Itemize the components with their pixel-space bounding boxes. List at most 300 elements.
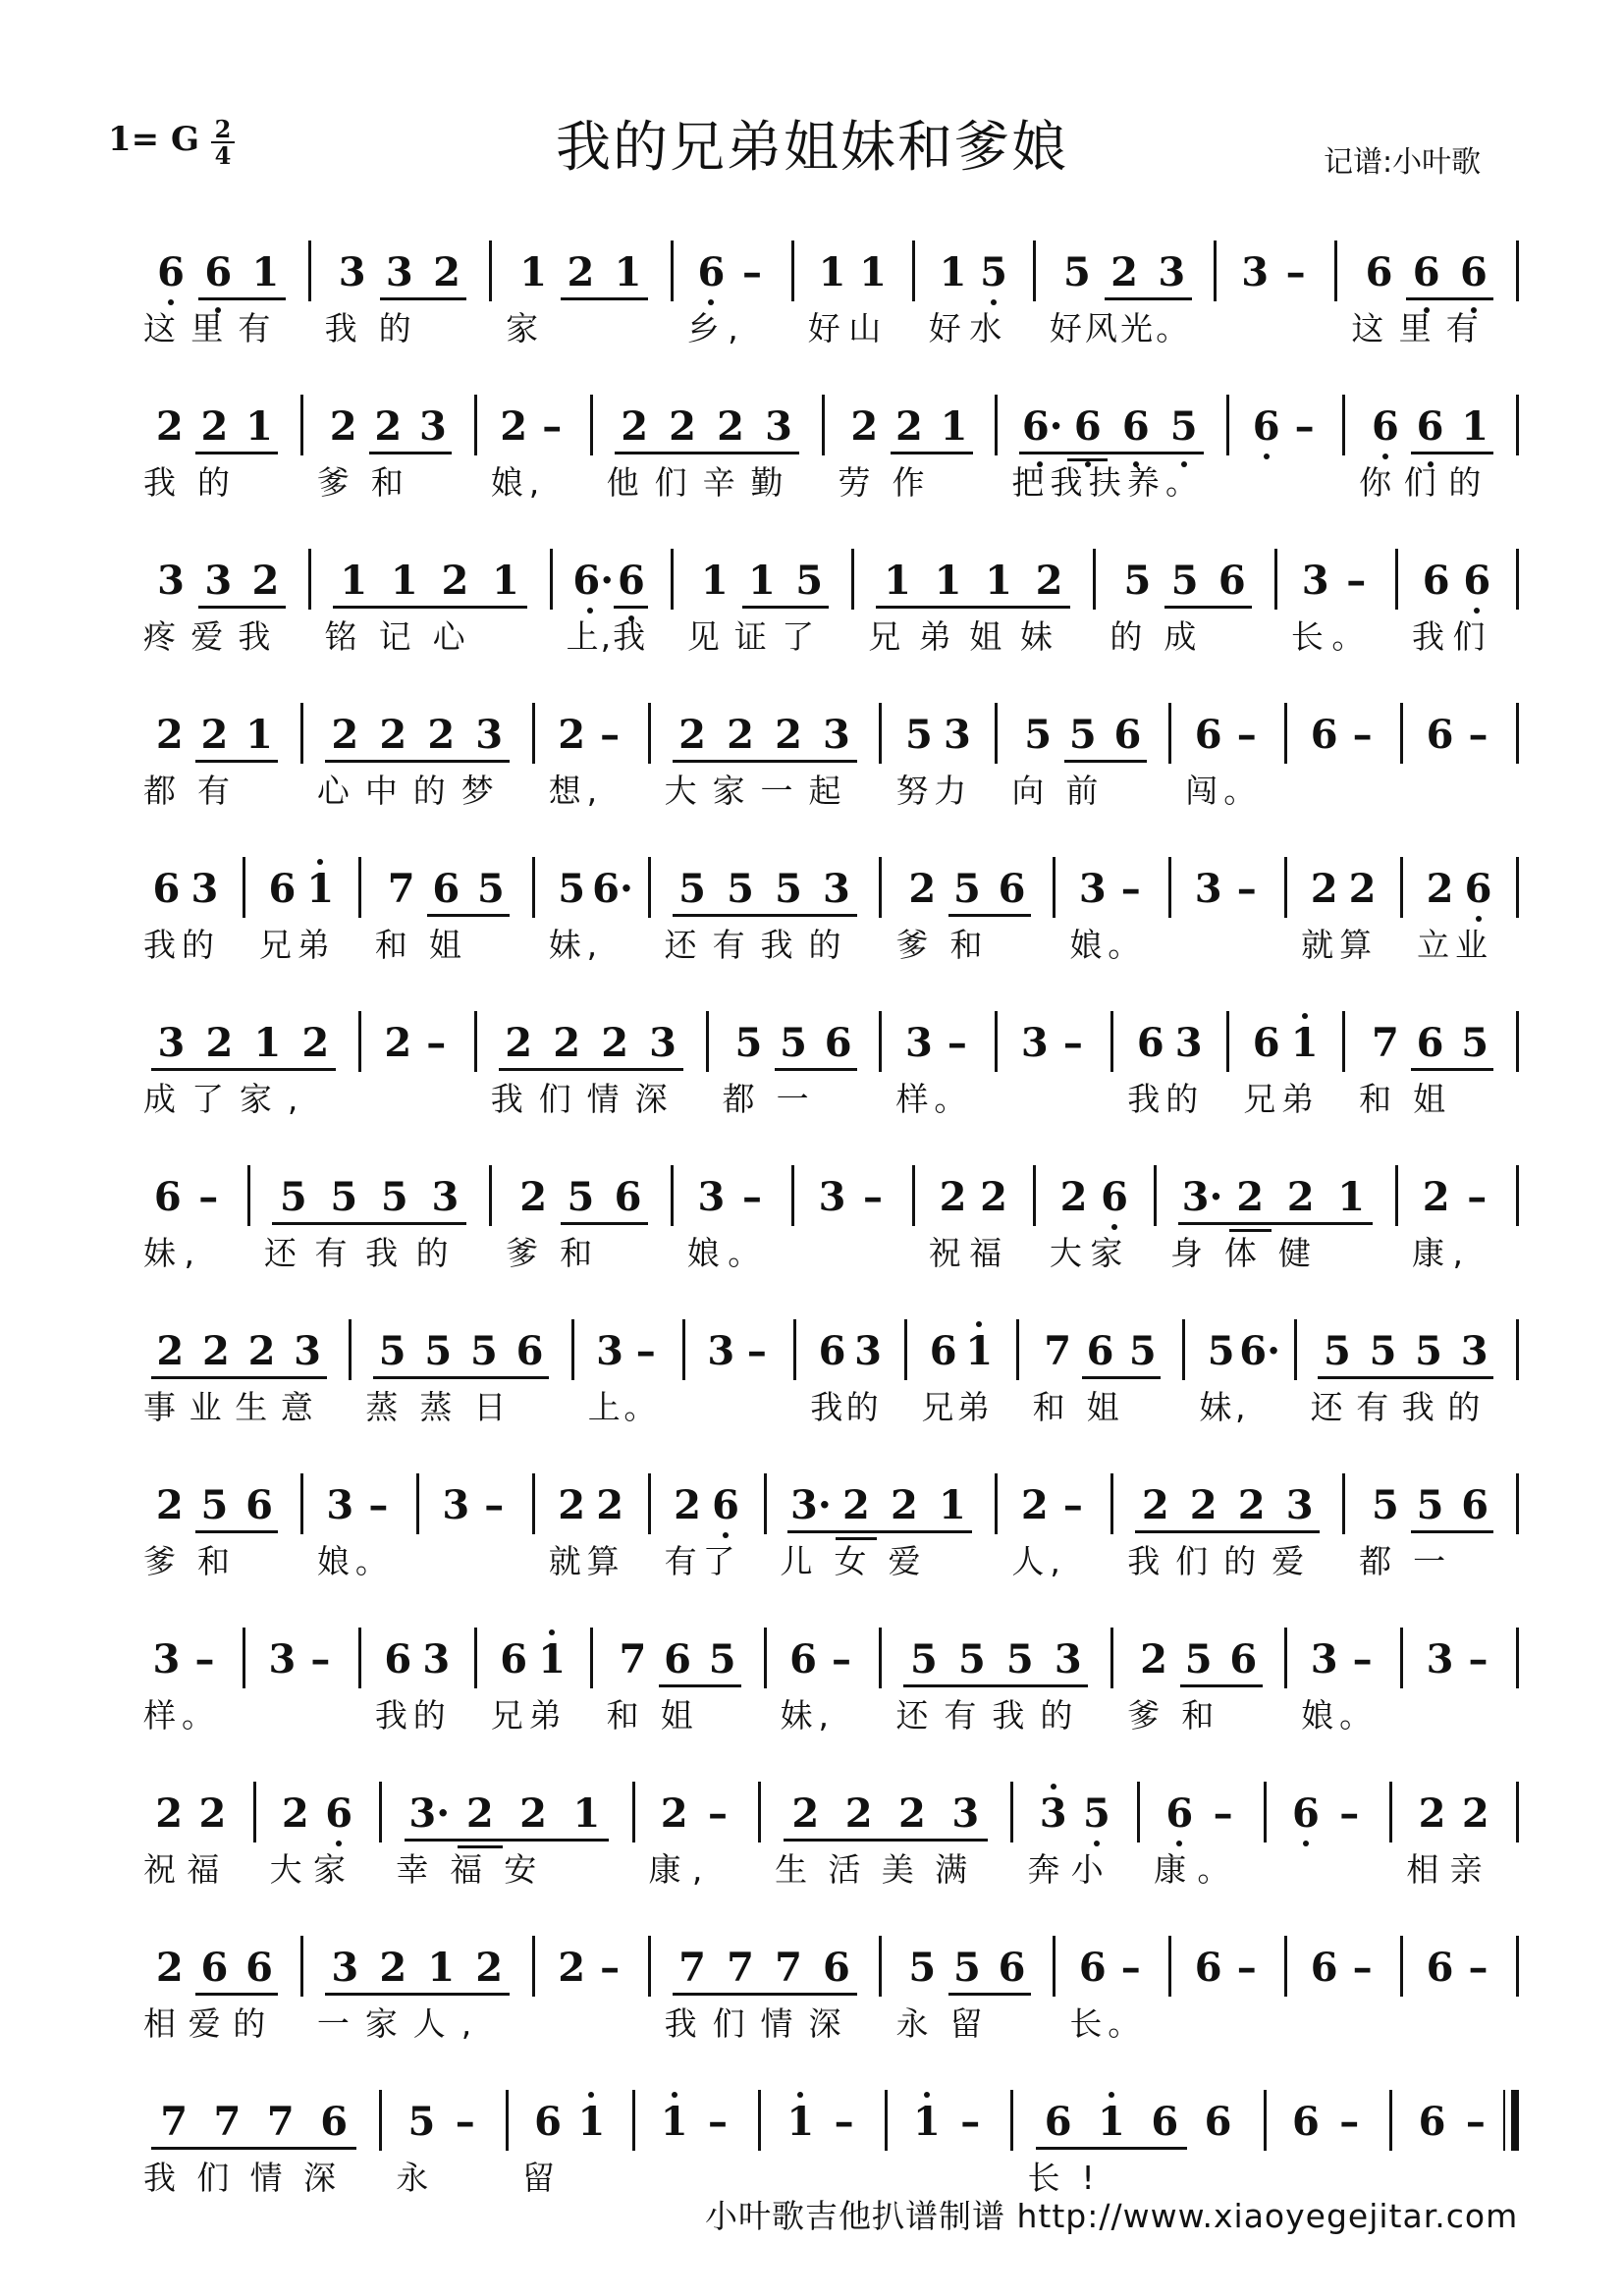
barline [1226, 1011, 1229, 1072]
note: 2 [198, 1790, 227, 1837]
note: 3 [823, 712, 850, 758]
lyric-text: 永 [396, 2159, 451, 2197]
barline [1395, 549, 1398, 610]
barline [1516, 549, 1519, 610]
barline [791, 240, 794, 301]
note: 1 [940, 403, 968, 450]
eighth-beam [369, 452, 452, 454]
note: 2 [1236, 1174, 1265, 1220]
lyric-text: 样。 [895, 1080, 973, 1118]
note: 2 [727, 712, 754, 758]
note: 6 [1422, 558, 1450, 604]
eighth-beam [195, 452, 278, 454]
eighth-beam [561, 1222, 648, 1225]
barline [1389, 2090, 1392, 2151]
song-title: 我的兄弟姐妹和爹娘 [556, 116, 1068, 180]
note: 3 [294, 1328, 322, 1374]
note: 3 [1078, 866, 1107, 912]
note: 7 [678, 1945, 707, 1991]
note: 5 [908, 1945, 937, 1991]
note: 2 [155, 712, 184, 758]
note: 2 [717, 403, 744, 450]
lyric-text: 有了 [664, 1542, 741, 1580]
note: 6 [325, 1790, 353, 1837]
barline [474, 1011, 477, 1072]
note: 3 [204, 558, 233, 604]
eighth-beam [151, 2147, 356, 2150]
notes-row [0, 1916, 1624, 1995]
eighth-beam [891, 452, 973, 454]
lyrics-row [0, 1382, 1624, 1426]
note: 6 [1113, 712, 1142, 758]
high-octave-dot [549, 1629, 555, 1635]
note: 5 [1068, 712, 1097, 758]
final-barline [1511, 2090, 1519, 2151]
dash-note: – [1468, 712, 1489, 758]
dash-note: – [708, 2099, 729, 2145]
note: 2 [558, 712, 586, 758]
high-octave-dot [317, 859, 323, 865]
note: 2 [1110, 249, 1139, 295]
note: 3 [157, 1020, 186, 1066]
note: 5 [775, 866, 802, 912]
note: 5 [1461, 1020, 1489, 1066]
note: 2 [433, 249, 460, 295]
lyric-text: 我的 [810, 1388, 883, 1426]
lyric-text: 还有我的 [264, 1234, 467, 1272]
lyrics-row [0, 920, 1624, 964]
lyric-text: 妹, [548, 926, 604, 964]
dash-note: – [834, 2099, 854, 2145]
note: 3 [765, 403, 792, 450]
lyric-text: 样。 [143, 1696, 220, 1735]
note: 1 [1337, 1174, 1366, 1220]
barline [1400, 703, 1403, 764]
eighth-beam [333, 606, 527, 609]
lyric-text: 相亲 [1406, 1850, 1493, 1889]
eighth-beam [1019, 452, 1204, 454]
eighth-beam [151, 1376, 327, 1379]
dash-note: – [863, 1174, 884, 1220]
notes-row [0, 1300, 1624, 1378]
eighth-beam [499, 1068, 683, 1071]
note: 1 [938, 1482, 966, 1528]
barline [416, 1473, 419, 1534]
note: 6 [1086, 1328, 1114, 1374]
lyric-text: 还有我的 [895, 1696, 1089, 1735]
high-octave-dot [924, 2092, 930, 2098]
barline [1516, 703, 1519, 764]
lyric-text: 人, [1011, 1542, 1066, 1580]
note: 2 [1426, 866, 1454, 912]
lyric-text: 娘。 [686, 1234, 769, 1272]
note: 6 [664, 1636, 692, 1682]
barline [1274, 549, 1277, 610]
note: 3 [1285, 1482, 1314, 1528]
lyric-text: 康, [1411, 1234, 1472, 1272]
dash-note: – [1339, 1790, 1360, 1837]
barline [243, 857, 245, 918]
barline [300, 1473, 303, 1534]
note: 5 [200, 1482, 229, 1528]
note: 2 [155, 403, 184, 450]
note: 3 [1020, 1020, 1049, 1066]
note: 5 [1415, 1328, 1443, 1374]
dash-note: – [1120, 866, 1141, 912]
note: 6 [515, 1328, 544, 1374]
eighth-beam [614, 606, 648, 609]
barline [1154, 1165, 1157, 1226]
note: 6 [1372, 403, 1399, 450]
barline [995, 703, 998, 764]
note: 6 [1310, 1945, 1338, 1991]
barline [764, 1473, 767, 1534]
note: 1 [306, 866, 335, 912]
barline [590, 395, 593, 455]
barline [1516, 1319, 1519, 1380]
barline [879, 1011, 882, 1072]
barline [995, 1011, 998, 1072]
score-system [0, 837, 1624, 985]
barline [1516, 1782, 1519, 1842]
note: 6 [1136, 1020, 1164, 1066]
note: 2 [441, 558, 469, 604]
lyric-text: 就算 [1301, 926, 1379, 964]
time-signature-bottom: 4 [214, 141, 232, 170]
barline [632, 2090, 635, 2151]
barline [1516, 1473, 1519, 1534]
lyric-text: 闯。 [1185, 772, 1263, 810]
score-system [0, 683, 1624, 830]
note: 1 [538, 1636, 567, 1682]
lyric-text: 一家人, [316, 2004, 488, 2043]
barline [474, 1628, 477, 1688]
lyric-text: 你们的 [1359, 463, 1493, 502]
lyric-text: 爹和 [143, 1542, 251, 1580]
note: 7 [727, 1945, 754, 1991]
barline [1400, 857, 1403, 918]
note: 3 [823, 866, 850, 912]
note: 6· [1239, 1328, 1281, 1374]
note: 6 [320, 2099, 349, 2145]
note: 6 [1044, 2099, 1072, 2145]
barline [1395, 1165, 1398, 1226]
note: 2 [331, 712, 359, 758]
eighth-beam [1180, 1684, 1263, 1687]
note: 5 [1184, 1636, 1213, 1682]
barline [1110, 1011, 1113, 1072]
barline [791, 1165, 794, 1226]
note: 3· [408, 1790, 451, 1837]
notes-row [0, 837, 1624, 916]
note: 6 [152, 866, 181, 912]
note: 5 [1083, 1790, 1110, 1837]
final-barline-thin [1503, 2090, 1505, 2151]
dash-note: – [1465, 2099, 1486, 2145]
note: 3 [1174, 1020, 1203, 1066]
note: 2 [251, 558, 280, 604]
lyric-text: 兄弟 [258, 926, 336, 964]
barline [1284, 703, 1287, 764]
lyric-text: 上。 [587, 1388, 660, 1426]
note: 3 [422, 1636, 451, 1682]
note: 7 [160, 2099, 189, 2145]
note: 2 [1310, 866, 1338, 912]
footer-credit: 小叶歌吉他扒谱制谱 http://www.xiaoyegejitar.com [705, 2197, 1519, 2235]
notes-row [0, 1146, 1624, 1224]
eighth-beam [373, 1376, 549, 1379]
barline [1516, 240, 1519, 301]
lyric-text: 向前 [1011, 772, 1120, 810]
dash-note: – [741, 1174, 762, 1220]
note: 1 [491, 558, 519, 604]
note: 3 [1158, 249, 1186, 295]
score-system [0, 1454, 1624, 1601]
note: 5 [380, 1174, 408, 1220]
lyric-text: 心中的梦 [316, 772, 510, 810]
barline [571, 1319, 574, 1380]
barline [648, 857, 651, 918]
lyric-text: 我的 [374, 1696, 452, 1735]
high-octave-dot [1109, 2092, 1114, 2098]
barline [995, 395, 998, 455]
lyric-text: 康。 [1154, 1850, 1241, 1889]
high-octave-dot [1051, 1784, 1056, 1789]
lyrics-row [0, 457, 1624, 502]
lyric-text: 疼爱我 [143, 617, 286, 656]
eighth-beam [784, 1839, 989, 1842]
barline [1516, 1628, 1519, 1688]
note: 2 [1020, 1482, 1049, 1528]
note: 3 [1426, 1636, 1454, 1682]
barline [379, 1782, 382, 1842]
barline [879, 703, 882, 764]
lyrics-row [0, 1690, 1624, 1735]
note: 6 [818, 1328, 846, 1374]
barline [885, 2090, 888, 2151]
barline [1168, 857, 1171, 918]
lyric-text: 铭记心 [324, 617, 487, 656]
lyric-text: 上,我 [566, 617, 648, 656]
note: 1 [786, 2099, 815, 2145]
note: 2 [621, 403, 649, 450]
barline [358, 1628, 361, 1688]
note: 2 [842, 1482, 870, 1528]
note: 5 [734, 1020, 763, 1066]
eighth-beam [1406, 297, 1493, 300]
dash-note: – [1120, 1945, 1141, 1991]
dash-note: – [1062, 1482, 1083, 1528]
note: 1 [748, 558, 776, 604]
score-system [0, 1916, 1624, 2063]
note: 3 [1310, 1636, 1338, 1682]
notes-row [0, 1608, 1624, 1686]
note: 5 [952, 866, 981, 912]
note: 2 [844, 1790, 873, 1837]
note: 1 [390, 558, 418, 604]
note: 6 [1204, 2099, 1232, 2145]
note: 3· [1181, 1174, 1223, 1220]
eighth-beam [775, 1068, 857, 1071]
lyric-text: 大家 [1049, 1234, 1131, 1272]
note: 5 [1123, 558, 1152, 604]
note: 2 [791, 1790, 820, 1837]
barline [912, 240, 915, 301]
lyric-text: 长! [1027, 2159, 1116, 2197]
lyric-text: 我们的爱 [1127, 1542, 1321, 1580]
barline [1264, 2090, 1267, 2151]
note: 1 [985, 558, 1012, 604]
lyrics-row [0, 1999, 1624, 2043]
barline [1284, 857, 1287, 918]
high-octave-dot [1302, 1013, 1308, 1019]
lyric-text: 兄弟姐妹 [868, 617, 1071, 656]
barline [912, 1165, 915, 1226]
barline [590, 1628, 593, 1688]
lyric-text: 我们情深 [143, 2159, 357, 2197]
note: 2 [201, 1328, 230, 1374]
note: 2 [379, 1945, 407, 1991]
notes-row [0, 683, 1624, 762]
note: 1 [818, 249, 846, 295]
eighth-beam [405, 1839, 610, 1842]
note: 2 [384, 1020, 412, 1066]
note: 5 [1416, 1482, 1444, 1528]
note: 3 [951, 1790, 980, 1837]
barline [851, 549, 854, 610]
barline [764, 1628, 767, 1688]
score-system [0, 991, 1624, 1139]
eighth-beam [903, 1684, 1088, 1687]
lyric-text: 这里有 [143, 309, 286, 347]
note: 3 [1194, 866, 1222, 912]
note: 2 [596, 1482, 624, 1528]
transcriber-credit: 记谱:小叶歌 [1324, 145, 1482, 180]
eighth-beam [659, 1684, 741, 1687]
note: 6 [1463, 558, 1491, 604]
note: 6 [1229, 1636, 1258, 1682]
lyrics-row [0, 1074, 1624, 1118]
note: 1 [519, 249, 548, 295]
lyric-text: 幸福安 [396, 1850, 559, 1889]
eighth-beam [948, 914, 1031, 917]
eighth-beam [1318, 1376, 1493, 1379]
eighth-beam [1164, 606, 1252, 609]
note: 2 [519, 1790, 547, 1837]
dash-note: – [1236, 712, 1257, 758]
note: 1 [251, 249, 280, 295]
lyric-text: 我们情深 [664, 2004, 857, 2043]
time-signature-top: 2 [214, 115, 232, 143]
barline [358, 1011, 361, 1072]
note: 2 [669, 403, 697, 450]
barline [1033, 1165, 1036, 1226]
barline [474, 395, 477, 455]
note: 6 [500, 1636, 528, 1682]
barline [379, 2090, 382, 2151]
dash-note: – [426, 1020, 447, 1066]
note: 7 [1372, 1020, 1399, 1066]
eighth-beam [673, 760, 857, 763]
eighth-beam [948, 1993, 1031, 1996]
dash-note: – [746, 1328, 767, 1374]
note: 5 [1323, 1328, 1351, 1374]
note: 7 [387, 866, 415, 912]
note: 6 [929, 1328, 957, 1374]
lyric-text: 成了家, [143, 1080, 314, 1118]
note: 5 [1128, 1328, 1157, 1374]
note: 2 [660, 1790, 688, 1837]
dash-note: – [741, 249, 762, 295]
note: 3 [1241, 249, 1270, 295]
note: 3 [905, 1020, 933, 1066]
lyric-text: 兄弟 [1243, 1080, 1321, 1118]
note: 3 [431, 1174, 460, 1220]
note: 5 [1005, 1636, 1034, 1682]
barline [1516, 395, 1519, 455]
lyric-text: 长。 [1290, 617, 1373, 656]
barline [253, 1782, 256, 1842]
barline [1093, 549, 1096, 610]
lyrics-row [0, 1228, 1624, 1272]
note: 2 [155, 1482, 184, 1528]
barline [1137, 1782, 1140, 1842]
eighth-beam [1082, 1376, 1161, 1379]
note: 2 [567, 249, 595, 295]
lyric-text: 妹, [1199, 1388, 1250, 1426]
notes-row [0, 991, 1624, 1070]
barline [879, 1628, 882, 1688]
barline [308, 240, 311, 301]
lyric-text: 我们 [1411, 617, 1493, 656]
barline [1110, 1473, 1113, 1534]
dash-note: – [635, 1328, 656, 1374]
barline [1182, 1319, 1185, 1380]
note: 2 [505, 1020, 533, 1066]
lyric-text: 和姐 [374, 926, 483, 964]
note: 2 [465, 1790, 494, 1837]
score-system [0, 1146, 1624, 1293]
note: 2 [1189, 1482, 1218, 1528]
lyric-text: 我们情深 [490, 1080, 683, 1118]
note: 2 [980, 1174, 1007, 1220]
eighth-beam [742, 606, 830, 609]
note: 5 [1372, 1482, 1399, 1528]
barline [1516, 1165, 1519, 1226]
score-system [0, 529, 1624, 676]
score-system [0, 221, 1624, 368]
barline [1516, 1011, 1519, 1072]
lyric-text: 这里有 [1351, 309, 1493, 347]
dash-note: – [708, 1790, 729, 1837]
barline [1284, 1628, 1287, 1688]
note: 2 [895, 403, 923, 450]
lyric-text: 我的 [143, 463, 251, 502]
note: 6 [204, 249, 233, 295]
dash-note: – [1468, 1945, 1489, 1991]
note: 2 [155, 1790, 184, 1837]
note: 5 [279, 1174, 307, 1220]
note: 3 [854, 1328, 883, 1374]
note: 2 [939, 1174, 967, 1220]
lyric-text: 劳作 [838, 463, 947, 502]
note: 3 [1460, 1328, 1489, 1374]
note: 2 [674, 1482, 702, 1528]
lyrics-row [0, 612, 1624, 656]
dash-note: – [368, 1482, 389, 1528]
dash-note: – [600, 712, 621, 758]
lyric-text: 事业生意 [143, 1388, 327, 1426]
